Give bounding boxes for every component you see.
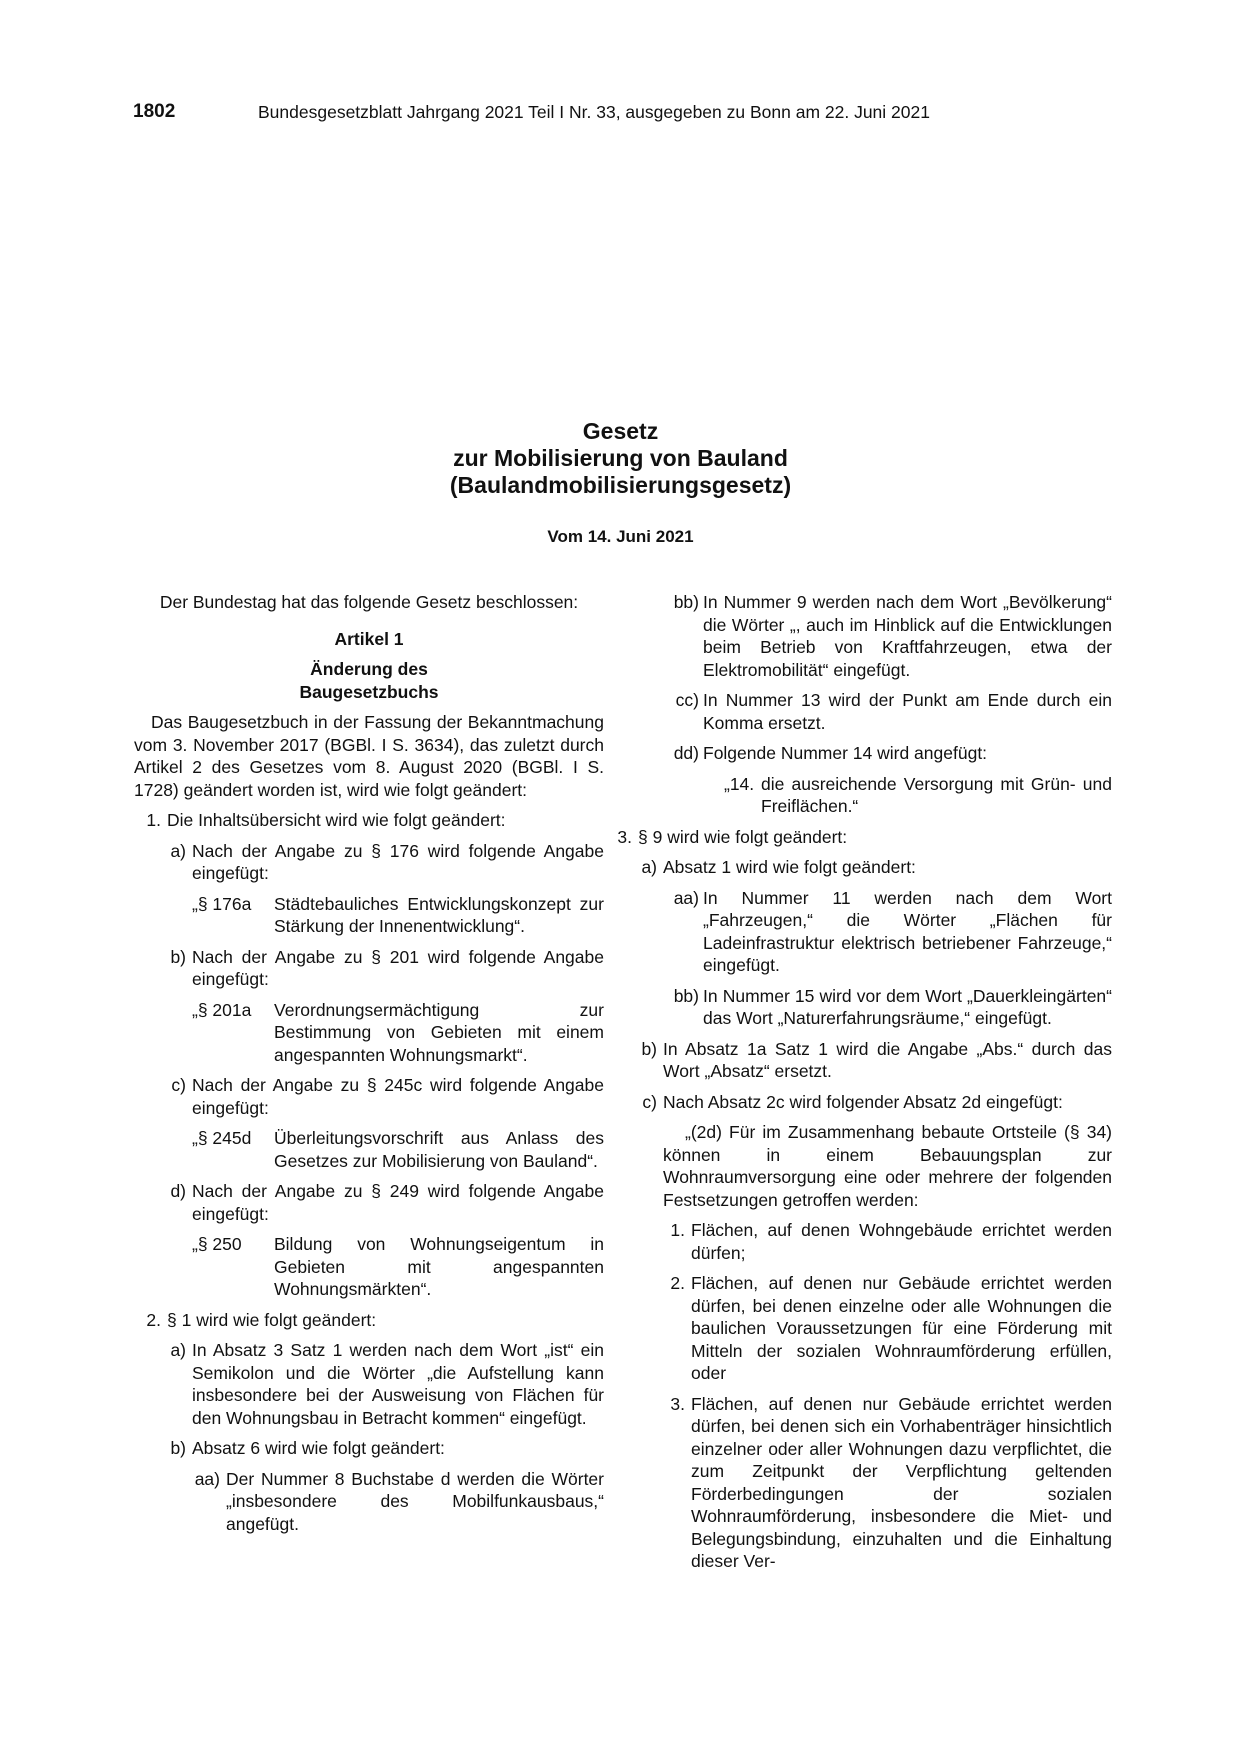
item-label: aa) [194, 1468, 220, 1489]
list-item [663, 689, 1112, 734]
law-title [0, 418, 1241, 499]
quoted-entry [134, 999, 604, 1067]
item-text: Flächen, auf denen Wohngebäude errichtet werden dürfen; [691, 1220, 1112, 1263]
item-label: 3. [617, 826, 632, 847]
item-text: Der Nummer 8 Buchstabe d werden die Wörter „insbesondere des Mobilfunkausbaus,“ angefügt. [226, 1468, 604, 1534]
list-item [663, 887, 1112, 977]
article-title-line-1: Änderung des [310, 659, 428, 679]
item-text: In Absatz 3 Satz 1 werden nach dem Wort „ist“ ein Semikolon und die Wörter „die Aufstellung kann insbesondere bei der Ausweisung von Flächen für den Wohnungsbau in Betracht kommen“ eingefügt. [192, 1340, 604, 1428]
quote-label: „§ 250 [192, 1234, 242, 1254]
quote-label: „§ 176a [192, 893, 252, 914]
item-text: Nach der Angabe zu § 249 wird folgende Angabe eingefügt: [192, 1181, 604, 1224]
title-line-2: zur Mobilisierung von Bauland [453, 445, 788, 471]
list-item [663, 1393, 1112, 1573]
item-text: Absatz 1 wird wie folgt geändert: [663, 857, 916, 877]
item-text: § 9 wird wie folgt geändert: [638, 826, 848, 847]
intro-paragraph: Das Baugesetzbuch in der Fassung der Bekanntmachung vom 3. November 2017 (BGBl. I S. 3634), das zuletzt durch Artikel 2 des Gesetzes vom 8. August 2020 (BGBl. I S. 1728) geändert worden ist, wird wie folgt geändert: [134, 712, 604, 800]
item-label: 1. [670, 1220, 685, 1240]
item-label: b) [641, 1038, 657, 1059]
list-item [663, 1272, 1112, 1385]
quote-label: „§ 201a [192, 999, 252, 1020]
item-text: Nach der Angabe zu § 201 wird folgende Angabe eingefügt: [192, 946, 604, 989]
quoted-entry [134, 1233, 604, 1301]
list-item [630, 856, 1112, 879]
list-item [134, 946, 604, 991]
item-label: b) [170, 946, 186, 967]
list-item [630, 1091, 1112, 1114]
paragraph-2d: „(2d) Für im Zusammenhang bebaute Ortsteile (§ 34) können in einem Bebauungsplan zur Wohnraumversorgung eine oder mehrere der folgenden Festsetzungen getroffen werden: [663, 1122, 1112, 1210]
list-item [134, 1074, 604, 1119]
item-label: 3. [670, 1393, 685, 1414]
quoted-entry [638, 773, 1112, 818]
item-label: bb) [673, 985, 699, 1006]
item-label: aa) [673, 887, 699, 908]
list-item [134, 1468, 604, 1536]
item-label: dd) [673, 743, 699, 763]
item-text: Flächen, auf denen nur Gebäude errichtet werden dürfen, bei denen einzelne oder alle Wohnungen die baulichen Voraussetzungen für eine Förderung mit Mitteln der sozialen Wohnraumförderung erfüllen, oder [691, 1273, 1112, 1383]
item-text: § 1 wird wie folgt geändert: [167, 1309, 377, 1330]
law-date: Vom 14. Juni 2021 [547, 527, 694, 546]
quote-text: Städtebauliches Entwicklungskonzept zur Stärkung der Innenentwicklung“. [274, 893, 604, 936]
right-column [617, 591, 1112, 1581]
list-item [663, 985, 1112, 1030]
page-number: 1802 [133, 101, 176, 122]
item-label: 2. [146, 1309, 161, 1330]
item-text: Die Inhaltsübersicht wird wie folgt geändert: [167, 810, 506, 830]
item-label: 1. [146, 810, 161, 830]
item-label: 2. [670, 1273, 685, 1293]
quote-text: die ausreichende Versorgung mit Grün- und Freiflächen.“ [761, 773, 1112, 816]
item-text: Folgende Nummer 14 wird angefügt: [703, 743, 988, 763]
list-item [134, 1437, 604, 1460]
item-label: b) [170, 1438, 186, 1458]
item-label: c) [642, 1091, 657, 1112]
list-item [663, 742, 1112, 765]
list-item [134, 809, 604, 832]
item-text: Nach der Angabe zu § 176 wird folgende Angabe eingefügt: [192, 840, 604, 883]
quoted-entry [134, 1127, 604, 1172]
item-text: Absatz 6 wird wie folgt geändert: [192, 1438, 445, 1458]
item-label: a) [170, 840, 186, 861]
item-text: In Nummer 11 werden nach dem Wort „Fahrzeugen,“ die Wörter „Flächen für Ladeinfrastruktur elektrisch betriebener Fahrzeuge,“ eingefügt. [703, 887, 1112, 975]
item-label: a) [170, 1340, 186, 1360]
preamble: Der Bundestag hat das folgende Gesetz beschlossen: [159, 592, 579, 612]
list-item [605, 826, 1112, 849]
list-item [630, 1038, 1112, 1083]
title-line-3: (Baulandmobilisierungsgesetz) [449, 472, 792, 498]
item-text: In Nummer 15 wird vor dem Wort „Dauerkleingärten“ das Wort „Naturerfahrungsräume,“ eingefügt. [703, 985, 1112, 1028]
left-column [134, 591, 604, 1543]
item-label: c) [171, 1075, 186, 1095]
item-text: In Nummer 13 wird der Punkt am Ende durch ein Komma ersetzt. [703, 690, 1112, 733]
item-label: cc) [675, 690, 699, 710]
quoted-entry [134, 893, 604, 938]
gazette-header: Bundesgesetzblatt Jahrgang 2021 Teil I Nr. 33, ausgegeben zu Bonn am 22. Juni 2021 [258, 102, 930, 122]
item-text: Nach der Angabe zu § 245c wird folgende Angabe eingefügt: [192, 1075, 604, 1118]
title-line-1: Gesetz [582, 418, 659, 444]
item-label: d) [170, 1181, 186, 1201]
quote-text: Überleitungsvorschrift aus Anlass des Gesetzes zur Mobilisierung von Bauland“. [274, 1128, 604, 1171]
item-label: bb) [673, 592, 699, 612]
list-item [663, 591, 1112, 681]
item-label: a) [641, 857, 657, 877]
quote-label: „§ 245d [192, 1128, 252, 1148]
item-text: In Nummer 9 werden nach dem Wort „Bevölkerung“ die Wörter „, auch im Hinblick auf die Entwicklungen beim Betrieb von Kraftfahrzeugen, etwa der Elektromobilität“ eingefügt. [703, 592, 1112, 680]
item-text: Nach Absatz 2c wird folgender Absatz 2d eingefügt: [663, 1091, 1063, 1112]
list-item [663, 1219, 1112, 1264]
list-item [134, 1309, 604, 1332]
list-item [134, 840, 604, 885]
article-label: Artikel 1 [334, 628, 404, 649]
item-text: Flächen, auf denen nur Gebäude errichtet werden dürfen, bei denen sich ein Vorhabenträger hinsichtlich einzelner oder aller Wohnungen dazu verpflichtet, die zum Zeitpunkt der Verpflichtung geltenden Förderbedingungen der sozialen Wohnraumförderung, insbesondere die Miet- und Belegungsbindung, einzuhalten und die Einhaltung dieser Ver- [691, 1393, 1112, 1571]
article-title-line-2: Baugesetzbuchs [299, 681, 439, 702]
quote-label: „14. [724, 773, 755, 794]
list-item [134, 1180, 604, 1225]
quote-text: Verordnungsermächtigung zur Bestimmung von Gebieten mit einem angespannten Wohnungsmarkt“. [274, 999, 604, 1065]
quote-text: Bildung von Wohnungseigentum in Gebieten mit angespannten Wohnungsmärkten“. [274, 1234, 604, 1299]
item-text: In Absatz 1a Satz 1 wird die Angabe „Abs.“ durch das Wort „Absatz“ ersetzt. [663, 1038, 1112, 1081]
list-item [134, 1339, 604, 1429]
